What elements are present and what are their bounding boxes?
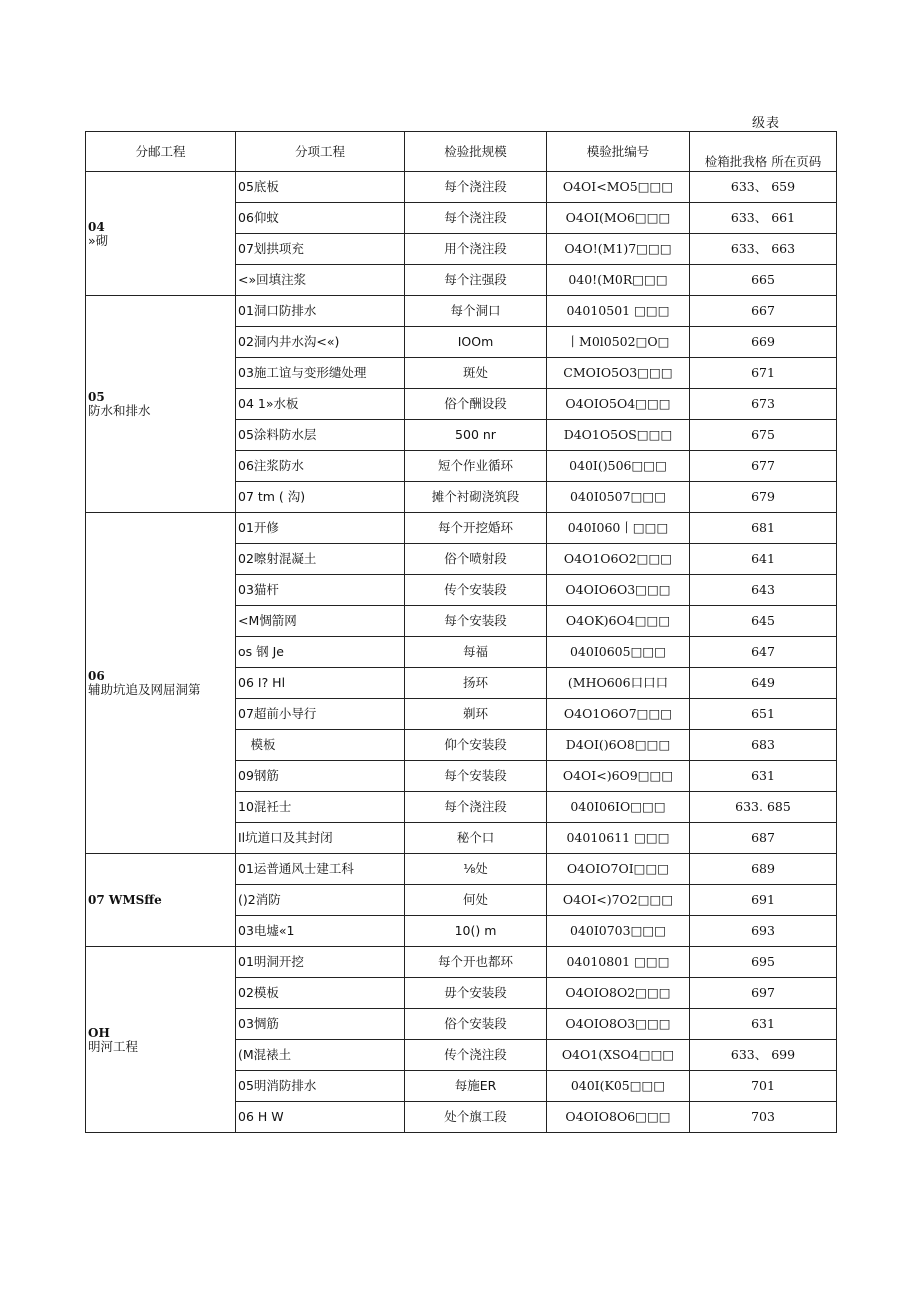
lot-number-cell: O4OI<MO5□□□ xyxy=(547,172,690,203)
page-number-cell: 631 xyxy=(690,761,837,792)
division-cell xyxy=(86,854,236,947)
header-pages: 检箱批我格 所在页码 xyxy=(690,132,837,172)
lot-number-cell: 040I0703□□□ xyxy=(547,916,690,947)
page-number-cell: 649 xyxy=(690,668,837,699)
subitem-cell: 06注浆防水 xyxy=(236,451,405,482)
subitem-cell: <M惆箭网 xyxy=(236,606,405,637)
lot-scale-cell: 每个浇注段 xyxy=(405,203,547,234)
lot-number-cell: O4OIO8O2□□□ xyxy=(547,978,690,1009)
page-number-cell: 633、 661 xyxy=(690,203,837,234)
lot-scale-cell: 传个安装段 xyxy=(405,575,547,606)
table-row xyxy=(86,296,837,327)
table-row xyxy=(86,854,837,885)
page-number-cell: 673 xyxy=(690,389,837,420)
subitem-cell: 02嚓射混凝土 xyxy=(236,544,405,575)
lot-scale-cell: 传个浇注段 xyxy=(405,1040,547,1071)
lot-number-cell: 04010801 □□□ xyxy=(547,947,690,978)
page-number-cell: 633、 659 xyxy=(690,172,837,203)
subitem-cell: 07划拱项充 xyxy=(236,234,405,265)
lot-number-cell: O4OIO8O6□□□ xyxy=(547,1102,690,1133)
lot-scale-cell: 每个浇注段 xyxy=(405,172,547,203)
subitem-cell: 05涂料防水层 xyxy=(236,420,405,451)
lot-number-cell: 04010611 □□□ xyxy=(547,823,690,854)
page-number-cell: 697 xyxy=(690,978,837,1009)
page-number-cell: 633. 685 xyxy=(690,792,837,823)
lot-scale-cell: 每个安装段 xyxy=(405,761,547,792)
lot-scale-cell: 扬环 xyxy=(405,668,547,699)
table-row xyxy=(86,513,837,544)
inspection-lot-table xyxy=(85,131,837,1133)
subitem-cell: Il坑道口及其封闭 xyxy=(236,823,405,854)
division-code: OH xyxy=(88,1025,110,1040)
subitem-cell: ()2消防 xyxy=(236,885,405,916)
subitem-cell: 02模板 xyxy=(236,978,405,1009)
subitem-cell: 06仰蚊 xyxy=(236,203,405,234)
lot-number-cell: O4OIO7OI□□□ xyxy=(547,854,690,885)
lot-number-cell: O4OI<)7O2□□□ xyxy=(547,885,690,916)
subitem-cell: 09钢筋 xyxy=(236,761,405,792)
table-row xyxy=(86,172,837,203)
table-caption: 级表 xyxy=(752,116,781,131)
subitem-cell: 01开修 xyxy=(236,513,405,544)
subitem-cell: 03惆筋 xyxy=(236,1009,405,1040)
page-number-cell: 651 xyxy=(690,699,837,730)
page-number-cell: 689 xyxy=(690,854,837,885)
page-number-cell: 677 xyxy=(690,451,837,482)
page-number-cell: 701 xyxy=(690,1071,837,1102)
page-number-cell: 633、 663 xyxy=(690,234,837,265)
lot-number-cell: O4O1O6O7□□□ xyxy=(547,699,690,730)
header-item: 分项工程 xyxy=(236,132,405,172)
subitem-cell: 01明洞开挖 xyxy=(236,947,405,978)
subitem-cell: 02洞内井水沟<«) xyxy=(236,327,405,358)
header-scale: 检验批规模 xyxy=(405,132,547,172)
lot-scale-cell: 500 nr xyxy=(405,420,547,451)
header-number: 模验批编号 xyxy=(547,132,690,172)
table-row xyxy=(86,947,837,978)
lot-scale-cell: 剃环 xyxy=(405,699,547,730)
lot-number-cell: O4O1O6O2□□□ xyxy=(547,544,690,575)
page-number-cell: 679 xyxy=(690,482,837,513)
division-code: 07 WMSffe xyxy=(88,893,162,907)
page-number-cell: 641 xyxy=(690,544,837,575)
lot-scale-cell: 仰个安装段 xyxy=(405,730,547,761)
subitem-cell: (M混裱土 xyxy=(236,1040,405,1071)
lot-number-cell: O4OK)6O4□□□ xyxy=(547,606,690,637)
lot-scale-cell: 俗个酬设段 xyxy=(405,389,547,420)
page-number-cell: 665 xyxy=(690,265,837,296)
page-number-cell: 695 xyxy=(690,947,837,978)
subitem-cell: 模板 xyxy=(236,730,405,761)
lot-scale-cell: 每福 xyxy=(405,637,547,668)
subitem-cell: 03施工谊与变形缱处理 xyxy=(236,358,405,389)
lot-number-cell: O4O!(M1)7□□□ xyxy=(547,234,690,265)
division-code: 04 xyxy=(88,219,105,234)
lot-number-cell: O4OI<)6O9□□□ xyxy=(547,761,690,792)
lot-scale-cell: IOOm xyxy=(405,327,547,358)
lot-number-cell: O4OIO5O4□□□ xyxy=(547,389,690,420)
page-number-cell: 683 xyxy=(690,730,837,761)
lot-number-cell: 040I0507□□□ xyxy=(547,482,690,513)
subitem-cell: 06 H W xyxy=(236,1102,405,1133)
lot-number-cell: D4OI()6O8□□□ xyxy=(547,730,690,761)
subitem-cell: <»回填注浆 xyxy=(236,265,405,296)
lot-number-cell: (MHO606口口口 xyxy=(547,668,690,699)
subitem-cell: 03电墟«1 xyxy=(236,916,405,947)
page-number-cell: 675 xyxy=(690,420,837,451)
page-number-cell: 645 xyxy=(690,606,837,637)
lot-scale-cell: 10() m xyxy=(405,916,547,947)
lot-number-cell: O4OI(MO6□□□ xyxy=(547,203,690,234)
header-part: 分邮工程 xyxy=(86,132,236,172)
subitem-cell: 05底板 xyxy=(236,172,405,203)
lot-scale-cell: 摊个衬砌浇筑段 xyxy=(405,482,547,513)
subitem-cell: 05明消防排水 xyxy=(236,1071,405,1102)
lot-number-cell: 040I(K05□□□ xyxy=(547,1071,690,1102)
subitem-cell: 07超前小导行 xyxy=(236,699,405,730)
lot-scale-cell: 每施ER xyxy=(405,1071,547,1102)
lot-scale-cell: ⅛处 xyxy=(405,854,547,885)
lot-number-cell: 040!(M0R□□□ xyxy=(547,265,690,296)
page-number-cell: 643 xyxy=(690,575,837,606)
lot-number-cell: CMOIO5O3□□□ xyxy=(547,358,690,389)
lot-number-cell: 丨M0l0502□O□ xyxy=(547,327,690,358)
table-body xyxy=(86,172,837,1133)
subitem-cell: 06 I? Hl xyxy=(236,668,405,699)
page-number-cell: 687 xyxy=(690,823,837,854)
division-cell xyxy=(86,172,236,296)
lot-scale-cell: 何处 xyxy=(405,885,547,916)
division-name: 辅助坑追及网屈洞第 xyxy=(88,682,201,697)
lot-number-cell: O4O1(XSO4□□□ xyxy=(547,1040,690,1071)
lot-number-cell: 040I060丨□□□ xyxy=(547,513,690,544)
lot-number-cell: 040I06IO□□□ xyxy=(547,792,690,823)
division-cell xyxy=(86,947,236,1133)
page-number-cell: 633、 699 xyxy=(690,1040,837,1071)
page-number-cell: 647 xyxy=(690,637,837,668)
lot-scale-cell: 处个旗工段 xyxy=(405,1102,547,1133)
lot-scale-cell: 斑处 xyxy=(405,358,547,389)
division-cell xyxy=(86,513,236,854)
lot-scale-cell: 用个浇注段 xyxy=(405,234,547,265)
page-number-cell: 681 xyxy=(690,513,837,544)
subitem-cell: 10混衽士 xyxy=(236,792,405,823)
lot-scale-cell: 俗个喷射段 xyxy=(405,544,547,575)
lot-scale-cell: 每个开挖婚环 xyxy=(405,513,547,544)
division-code: 05 xyxy=(88,390,105,404)
page-number-cell: 669 xyxy=(690,327,837,358)
page-number-cell: 671 xyxy=(690,358,837,389)
lot-scale-cell: 毋个安装段 xyxy=(405,978,547,1009)
lot-scale-cell: 每个开也都环 xyxy=(405,947,547,978)
header-row xyxy=(86,132,837,172)
lot-number-cell: O4OIO8O3□□□ xyxy=(547,1009,690,1040)
lot-number-cell: 040I()506□□□ xyxy=(547,451,690,482)
subitem-cell: 04 1»水板 xyxy=(236,389,405,420)
lot-scale-cell: 俗个安装段 xyxy=(405,1009,547,1040)
division-name: 防水和排水 xyxy=(88,403,151,418)
division-name: 明河工程 xyxy=(88,1038,139,1054)
division-code: 06 xyxy=(88,669,105,683)
lot-scale-cell: 每个注强段 xyxy=(405,265,547,296)
page-number-cell: 631 xyxy=(690,1009,837,1040)
lot-scale-cell: 每个洞口 xyxy=(405,296,547,327)
lot-scale-cell: 短个作业循环 xyxy=(405,451,547,482)
lot-scale-cell: 每个浇注段 xyxy=(405,792,547,823)
subitem-cell: 01洞口防排水 xyxy=(236,296,405,327)
lot-number-cell: O4OIO6O3□□□ xyxy=(547,575,690,606)
page-number-cell: 703 xyxy=(690,1102,837,1133)
division-cell xyxy=(86,296,236,513)
subitem-cell: 03猫杆 xyxy=(236,575,405,606)
lot-scale-cell: 每个安装段 xyxy=(405,606,547,637)
page-number-cell: 693 xyxy=(690,916,837,947)
subitem-cell: 01运普通风士建工科 xyxy=(236,854,405,885)
lot-scale-cell: 秘个口 xyxy=(405,823,547,854)
division-name: »砌 xyxy=(88,232,109,248)
subitem-cell: 07 tm ( 沟) xyxy=(236,482,405,513)
lot-number-cell: 04010501 □□□ xyxy=(547,296,690,327)
page-number-cell: 691 xyxy=(690,885,837,916)
page-number-cell: 667 xyxy=(690,296,837,327)
lot-number-cell: D4O1O5OS□□□ xyxy=(547,420,690,451)
subitem-cell: os 钢 Je xyxy=(236,637,405,668)
lot-number-cell: 040I0605□□□ xyxy=(547,637,690,668)
